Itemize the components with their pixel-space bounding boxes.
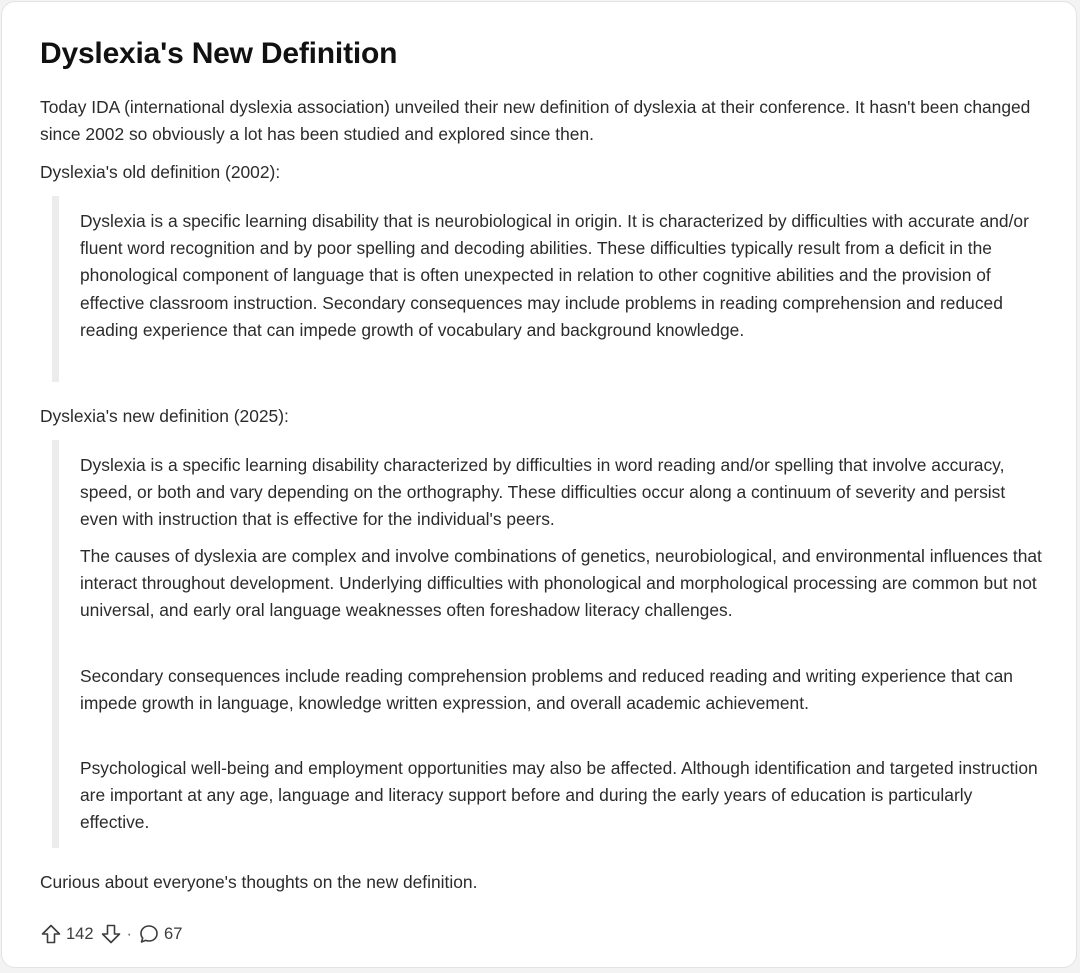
post-card bbox=[1, 1, 1077, 968]
new-definition-paragraph-2: The causes of dyslexia are complex and involve combinations of genetics, neurobiological, and environmental influences that interact throughout development. Underlying difficulties with phonological and morphological processing are common but not universal, and early oral language weaknesses often foreshadow literacy challenges. bbox=[80, 546, 1042, 621]
new-definition-paragraph-4: Psychological well-being and employment opportunities may also be affected. Although identification and targeted instruction are important at any age, language and literacy support before and during the early years of education is particularly effective. bbox=[80, 758, 1038, 833]
old-definition-quote-bar bbox=[52, 196, 59, 382]
comment-icon[interactable] bbox=[138, 923, 160, 945]
post-title: Dyslexia's New Definition bbox=[40, 37, 398, 70]
new-definition-paragraph-1: Dyslexia is a specific learning disability characterized by difficulties in word reading and/or spelling that involve accuracy, speed, or both and vary depending on the orthography. These difficulties occur along a continuum of severity and persist even with instruction that is effective for the individual's peers. bbox=[80, 455, 1006, 530]
old-definition-label: Dyslexia's old definition (2002): bbox=[40, 162, 281, 182]
upvote-count: 142 bbox=[66, 924, 94, 943]
comment-count[interactable]: 67 bbox=[164, 924, 183, 943]
old-definition-quote: Dyslexia is a specific learning disability that is neurobiological in origin. It is characterized by difficulties with accurate and/or fluent word recognition and by poor spelling and decoding abilities. These difficulties typically result from a deficit in the phonological component of language that is often unexpected in relation to other cognitive abilities and the provision of effective classroom instruction. Secondary consequences may include problems in reading comprehension and reduced reading experience that can impede growth of vocabulary and background knowledge. bbox=[80, 211, 1029, 340]
post-actions bbox=[40, 920, 182, 948]
new-definition-paragraph-3: Secondary consequences include reading comprehension problems and reduced reading and writing experience that can impede growth in language, knowledge written expression, and overall academic achievement. bbox=[80, 666, 1013, 714]
new-definition-label: Dyslexia's new definition (2025): bbox=[40, 406, 289, 426]
post-intro: Today IDA (international dyslexia association) unveiled their new definition of dyslexia at their conference. It hasn't been changed since 2002 so obviously a lot has been studied and explored since then. bbox=[40, 97, 1031, 144]
upvote-icon[interactable] bbox=[40, 923, 62, 945]
downvote-icon[interactable] bbox=[100, 923, 122, 945]
action-separator: · bbox=[126, 924, 133, 943]
new-definition-quote-bar bbox=[52, 440, 59, 848]
post-closing: Curious about everyone's thoughts on the new definition. bbox=[40, 872, 478, 892]
